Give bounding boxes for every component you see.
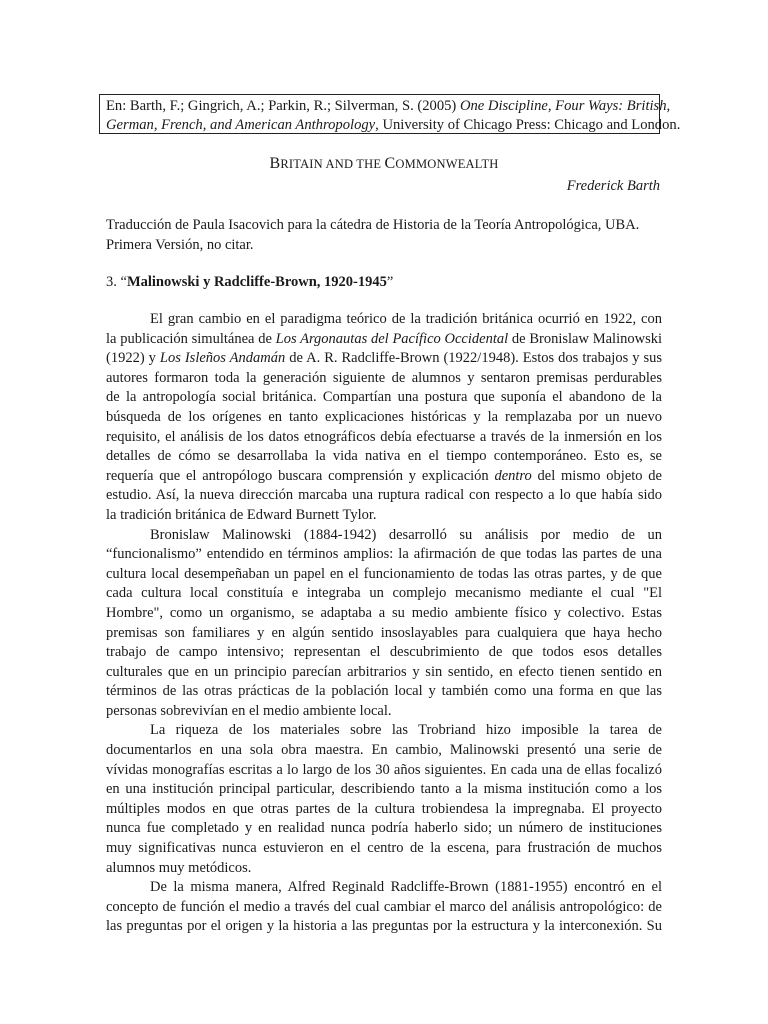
paragraph-4 [106, 878, 662, 937]
text-line: alumnos muy metódicos. [106, 859, 252, 876]
text-line: requería que el antropólogo buscara comprensión y explicación dentro del mismo objeto de [106, 467, 662, 484]
text-line: en una institución principal particular, describiendo tanto a la misma institución como a los [106, 781, 662, 798]
text-line: requisito, el análisis de los datos etnográficos debía efectuarse a través de la inmersión en los [106, 428, 662, 445]
citation-line-1 [106, 97, 671, 116]
text-line: cultura local desempeñaban un papel en el funcionamiento de todas las otras partes, y de que [106, 565, 662, 582]
text-line: documentarlos en una sola obra maestra. En cambio, Malinowski presentó una serie de [106, 742, 662, 759]
translation-note [106, 216, 666, 255]
paragraph-1 [106, 310, 662, 526]
text-line: nunca fue completado y en realidad nunca podría haberlo sido; un número de instituciones [106, 820, 662, 837]
text-line: premisas son familiares y en algún sentido insoslayables para cualquiera que haya hecho [106, 624, 662, 641]
section-heading [106, 274, 393, 291]
title-initial-c: C [384, 155, 396, 172]
paragraph-2 [106, 526, 662, 722]
title-smallcaps-1: RITAIN AND THE [280, 157, 385, 171]
text-line: términos de las otras prácticas de la población local y también como una forma en que las [106, 683, 662, 700]
text-line: (1922) y Los Isleños Andamán de A. R. Radcliffe-Brown (1922/1948). Estos dos trabajos y sus [106, 350, 662, 367]
text-line: De la misma manera, Alfred Reginald Radcliffe-Brown (1881-1955) encontró en el [150, 879, 662, 896]
text-line: concepto de función el medio a través del cual cambiar el marco del análisis antropológico: de [106, 898, 662, 915]
text-line: de la antropología social británica. Compartían una postura que suponía el abandono de la [106, 389, 662, 406]
text-line: las preguntas por el origen y la historia a las preguntas por la estructura y la interconexión. Su [106, 918, 662, 935]
text-line: culturales que en un principio parecían arbitrarios y sin sentido, en efecto tienen sentido en [106, 663, 662, 680]
text-line: detalles de cómo se desarrollaba la vida nativa en el tiempo contemporáneo. Esto es, se [106, 448, 662, 465]
text-line: estudio. Así, la nueva dirección marcaba una ruptura radical con respecto a lo que había sido [106, 487, 662, 504]
document-title [0, 155, 768, 173]
text-line: Hombre", como un organismo, se adaptaba a su medio ambiente físico y colectivo. Estas [106, 604, 662, 621]
translation-note-line-2: Primera Versión, no citar. [106, 236, 254, 253]
text-line: Bronislaw Malinowski (1884-1942) desarrolló su análisis por medio de un [150, 526, 662, 543]
title-initial-b: B [269, 155, 281, 172]
author-name: Frederick Barth [566, 178, 660, 194]
citation-authors: En: Barth, F.; Gingrich, A.; Parkin, R.; Silverman, S. (2005) [106, 98, 460, 114]
text-line: autores formaron toda la generación siguiente de alumnos y sentaron premisas perdurables [106, 369, 662, 386]
citation-line-2 [106, 116, 681, 135]
text-line: vívidas monografías escritas a lo largo de los 30 años siguientes. En cada una de ellas focalizó [106, 761, 662, 778]
text-line: la tradición británica de Edward Burnett Tylor. [106, 506, 377, 523]
citation-publisher: , University of Chicago Press: Chicago and London. [375, 117, 681, 133]
translation-note-line-1: Traducción de Paula Isacovich para la cátedra de Historia de la Teoría Antropológica, UBA. [106, 217, 640, 233]
text-line: “funcionalismo” entendido en términos amplios: la afirmación de que todas las partes de una [106, 546, 662, 563]
text-line: la publicación simultánea de Los Argonautas del Pacífico Occidental de Bronislaw Malinowski [106, 330, 662, 347]
text-line: múltiples modos en que otras partes de la cultura trobiendesa la impregnaba. El proyecto [106, 800, 662, 817]
body-text [106, 310, 662, 937]
citation-book-title: One Discipline, Four Ways: British, [459, 98, 671, 114]
text-line: La riqueza de los materiales sobre las Trobriand hizo imposible la tarea de [150, 722, 662, 739]
citation-book-title-cont: German, French, and American Anthropology [106, 117, 376, 133]
text-line: trabajo de campo intensivo; representan el descubrimiento de que todos esos detalles [106, 644, 662, 661]
paragraph-3 [106, 721, 662, 878]
title-smallcaps-2: OMMONWEALTH [395, 157, 499, 171]
section-title: Malinowski y Radcliffe-Brown, 1920-1945 [126, 274, 387, 290]
text-line: personas sobrevivían en el medio ambiente local. [106, 702, 392, 719]
citation-box [99, 94, 681, 134]
text-line: muy significativas nunca estuvieron en el centro de la escena, para frustración de muchos [106, 840, 662, 857]
section-close-quote: ” [386, 274, 394, 290]
section-number: 3. “ [106, 274, 127, 290]
text-line: El gran cambio en el paradigma teórico de la tradición británica ocurrió en 1922, con [150, 311, 662, 327]
text-line: cada cultura local constituía e integraba un complejo mecanismo mediante el cual "El [106, 585, 662, 602]
text-line: búsqueda de los orígenes en tanto explicaciones históricas y la remplazaba por un nuevo [106, 408, 662, 425]
